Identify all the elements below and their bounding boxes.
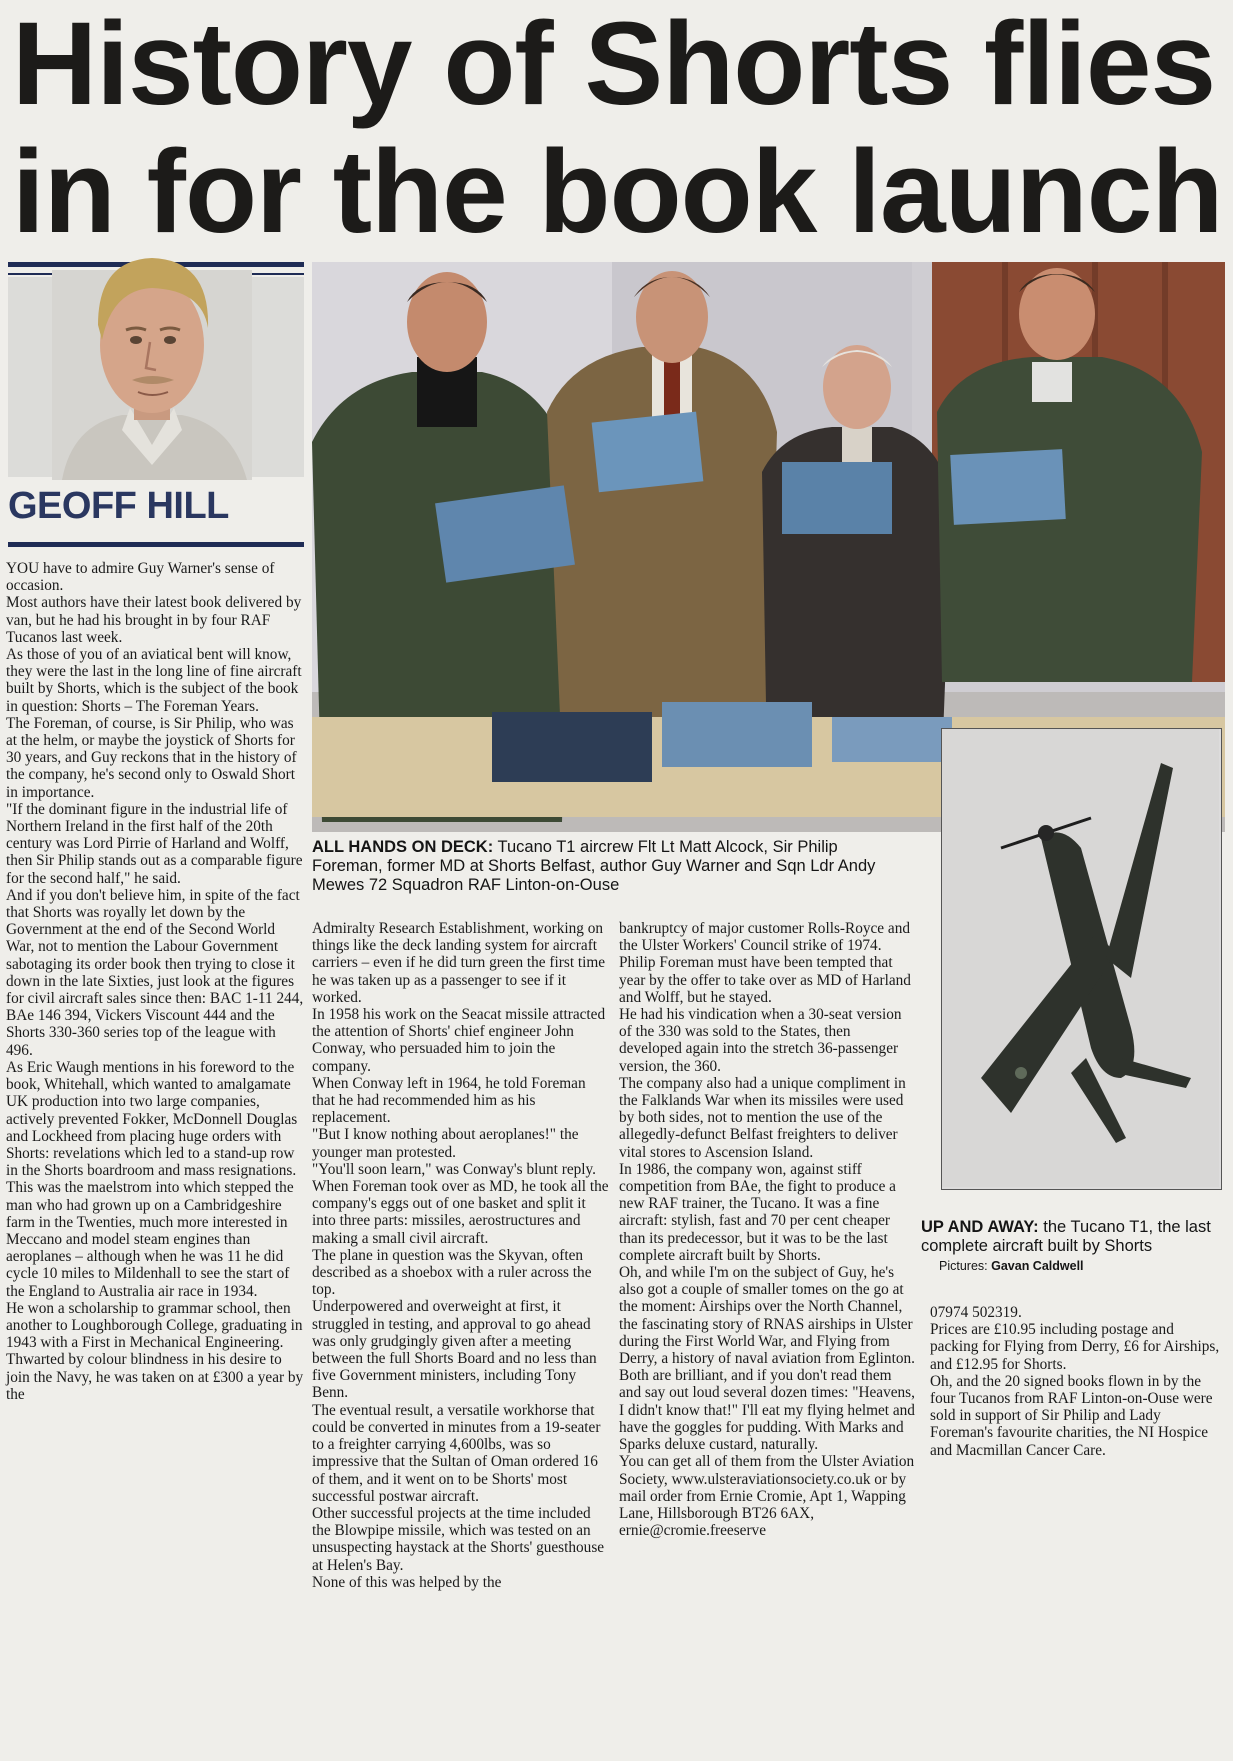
tucano-aircraft-photo [941,728,1220,1188]
headline-line-2: in for the book launch [12,126,1223,258]
paragraph: He won a scholarship to grammar school, then another to Loughborough College, graduating in 1943 with a First in Mechanical Engineering. [6,1299,303,1352]
paragraph: bankruptcy of major customer Rolls-Royce and the Ulster Workers' Council strike of 1974. [619,920,910,955]
article-column-4 [930,1304,1222,1459]
paragraph: YOU have to admire Guy Warner's sense of occasion. [6,560,275,595]
paragraph: When Conway left in 1964, he told Foreman that he had recommended him as his replacement. [312,1074,586,1127]
paragraph: In 1958 his work on the Seacat missile attracted the attention of Shorts' chief engineer John Conway, who persuaded him to join the company. [312,1006,606,1075]
paragraph: The eventual result, a versatile workhorse that could be converted in minutes from a 19-seater to a freighter carrying 4,600lbs, was so impressive that the Sultan of Oman ordered 16 of them, and it went on to be Shorts' most successful postwar aircraft. [312,1401,601,1505]
byline-bottom-rule [8,542,304,547]
paragraph: Admiralty Research Establishment, working on things like the deck landing system for aircraft carriers – even if he did turn green the first time he was taken up as a passenger to see if it worked. [312,920,606,1006]
byline-name: GEOFF HILL [8,485,229,527]
headline [12,0,1222,256]
paragraph: Both are brilliant, and if you don't read them and say out loud several dozen times: "Heavens, I didn't know that!" I'll eat my flying helmet and have the goggles for pudding. With Marks and Sparks deluxe custard, naturally. [619,1367,915,1454]
photo-credit-name: Gavan Caldwell [991,1259,1084,1273]
article-column-1 [6,560,304,1403]
paragraph: "If the dominant figure in the industrial life of Northern Ireland in the first half of the 20th century was Lord Pirrie of Harland and Wolff, then Sir Philip stands out as a comparable figure for the second half," he said. [6,800,303,887]
paragraph: None of this was helped by the [312,1573,502,1591]
paragraph: Thwarted by colour blindness in his desire to join the Navy, he was taken on at £300 a year by the [6,1351,304,1403]
paragraph: Prices are £10.95 including postage and packing for Flying from Derry, £6 for Airships, and £12.95 for Shorts. [930,1321,1220,1373]
photo-credit-label: Pictures: [939,1259,988,1273]
paragraph: When Foreman took over as MD, he took all the company's eggs out of one basket and split it into three parts: missiles, aerostructures and making a small civil aircraft. [312,1178,609,1247]
paragraph: As those of you of an aviatical bent will know, they were the last in the long line of fine aircraft built by Shorts, which is the subject of the book in question: Shorts – The Foreman Years. [6,646,302,715]
paragraph: You can get all of them from the Ulster Aviation Society, www.ulsteraviationsociety.co.uk or by mail order from Ernie Cromie, Apt 1, Wapping Lane, Hillsborough BT26 6AX, ernie@cromie.freeserve [619,1453,915,1540]
plane-photo-caption [921,1218,1221,1276]
paragraph: Oh, and the 20 signed books flown in by the four Tucanos from RAF Linton-on-Ouse were sold in support of Sir Philip and Lady Foreman's favourite charities, the NI Hospice and Macmillan Cancer Care. [930,1372,1213,1459]
paragraph: Other successful projects at the time included the Blowpipe missile, which was tested on an unsuspecting haystack at the Shorts' guesthouse at Helen's Bay. [312,1504,605,1574]
author-portrait [52,230,252,480]
paragraph: Oh, and while I'm on the subject of Guy, he's also got a couple of smaller tomes on the go at the moment: Airships over the North Channel, the fascinating story of RNAS airships in Ulster during the First World War, and Flying from Derry, a history of naval aviation from Eglinton. [619,1264,915,1368]
paragraph: "You'll soon learn," was Conway's blunt reply. [312,1160,596,1178]
paragraph: Most authors have their latest book delivered by van, but he had his brought in by four RAF Tucanos last week. [6,594,302,646]
headline-line-1: History of Shorts flies [12,0,1216,130]
paragraph: The plane in question was the Skyvan, often described as a shoebox with a ruler across the top. [312,1246,592,1299]
main-caption-label: ALL HANDS ON DECK: [312,838,494,856]
paragraph: Philip Foreman must have been tempted that year by the offer to take over as MD of Harland and Wolff, but he stayed. [619,954,911,1006]
paragraph: Underpowered and overweight at first, it struggled in testing, and approval to go ahead was only grudgingly given after a meeting between the full Shorts Board and no less than five Government ministers, including Tony Benn. [312,1298,597,1402]
main-photo-caption [312,838,912,895]
paragraph: In 1986, the company won, against stiff competition from BAe, the fight to produce a new RAF trainer, the Tucano. It was a fine aircraft: stylish, fast and 70 per cent cheaper than its predecessor, but it was to be the last complete aircraft built by Shorts. [619,1160,896,1264]
main-caption-text: Tucano T1 aircrew Flt Lt Matt Alcock, Sir Philip Foreman, former MD at Shorts Belfast, author Guy Warner and Sqn Ldr Andy Mewes 72 Squadron RAF Linton-on-Ouse [312,838,876,894]
paragraph: The company also had a unique compliment in the Falklands War when its missiles were used by both sides, not to mention the use of the allegedly-defunct Belfast freighters to deliver vital stores to Ascension Island. [619,1074,906,1161]
plane-caption-label: UP AND AWAY: [921,1218,1039,1236]
paragraph: He had his vindication when a 30-seat version of the 330 was sold to the States, then developed again into the stretch 36-passenger version, the 360. [619,1006,902,1075]
paragraph: This was the maelstrom into which stepped the man who had grown up on a Cambridgeshire farm in the Twenties, much more interested in Meccano and model steam engines than aeroplanes – although when he was 11 he did cycle 10 miles to Mildenhall to see the start of the England to Australia air race in 1934. [6,1179,294,1300]
paragraph: As Eric Waugh mentions in his foreword to the book, Whitehall, which wanted to amalgamate UK production into two large companies, actively prevented Fokker, McDonnell Douglas and Lockheed from placing huge orders with Shorts: revelations which led to a stand-up row in the Shorts boardroom and mass resignations. [6,1058,298,1180]
article-column-3 [619,920,915,1539]
plane-caption-text: the Tucano T1, the last complete aircraft built by Shorts [921,1218,1211,1255]
paragraph: And if you don't believe him, in spite of the fact that Shorts was royally let down by the Government at the end of the Second World War, not to mention the Labour Government sabotaging its order book then trying to close it down in the late Sixties, just look at the figures for civil aircraft sales since then: BAC 1-11 244, BAe 146 394, Vickers Viscount 444 and the Shorts 330-360 series top of the league with 496. [6,886,304,1059]
photo-credit [939,1259,1084,1273]
paragraph: The Foreman, of course, is Sir Philip, who was at the helm, or maybe the joystick of Shorts for 30 years, and Guy reckons that in the history of the company, he's second only to Oswald Short in importance. [6,714,297,801]
article-column-2 [312,920,612,1591]
paragraph: 07974 502319. [930,1304,1022,1321]
paragraph: "But I know nothing about aeroplanes!" the younger man protested. [312,1126,579,1161]
